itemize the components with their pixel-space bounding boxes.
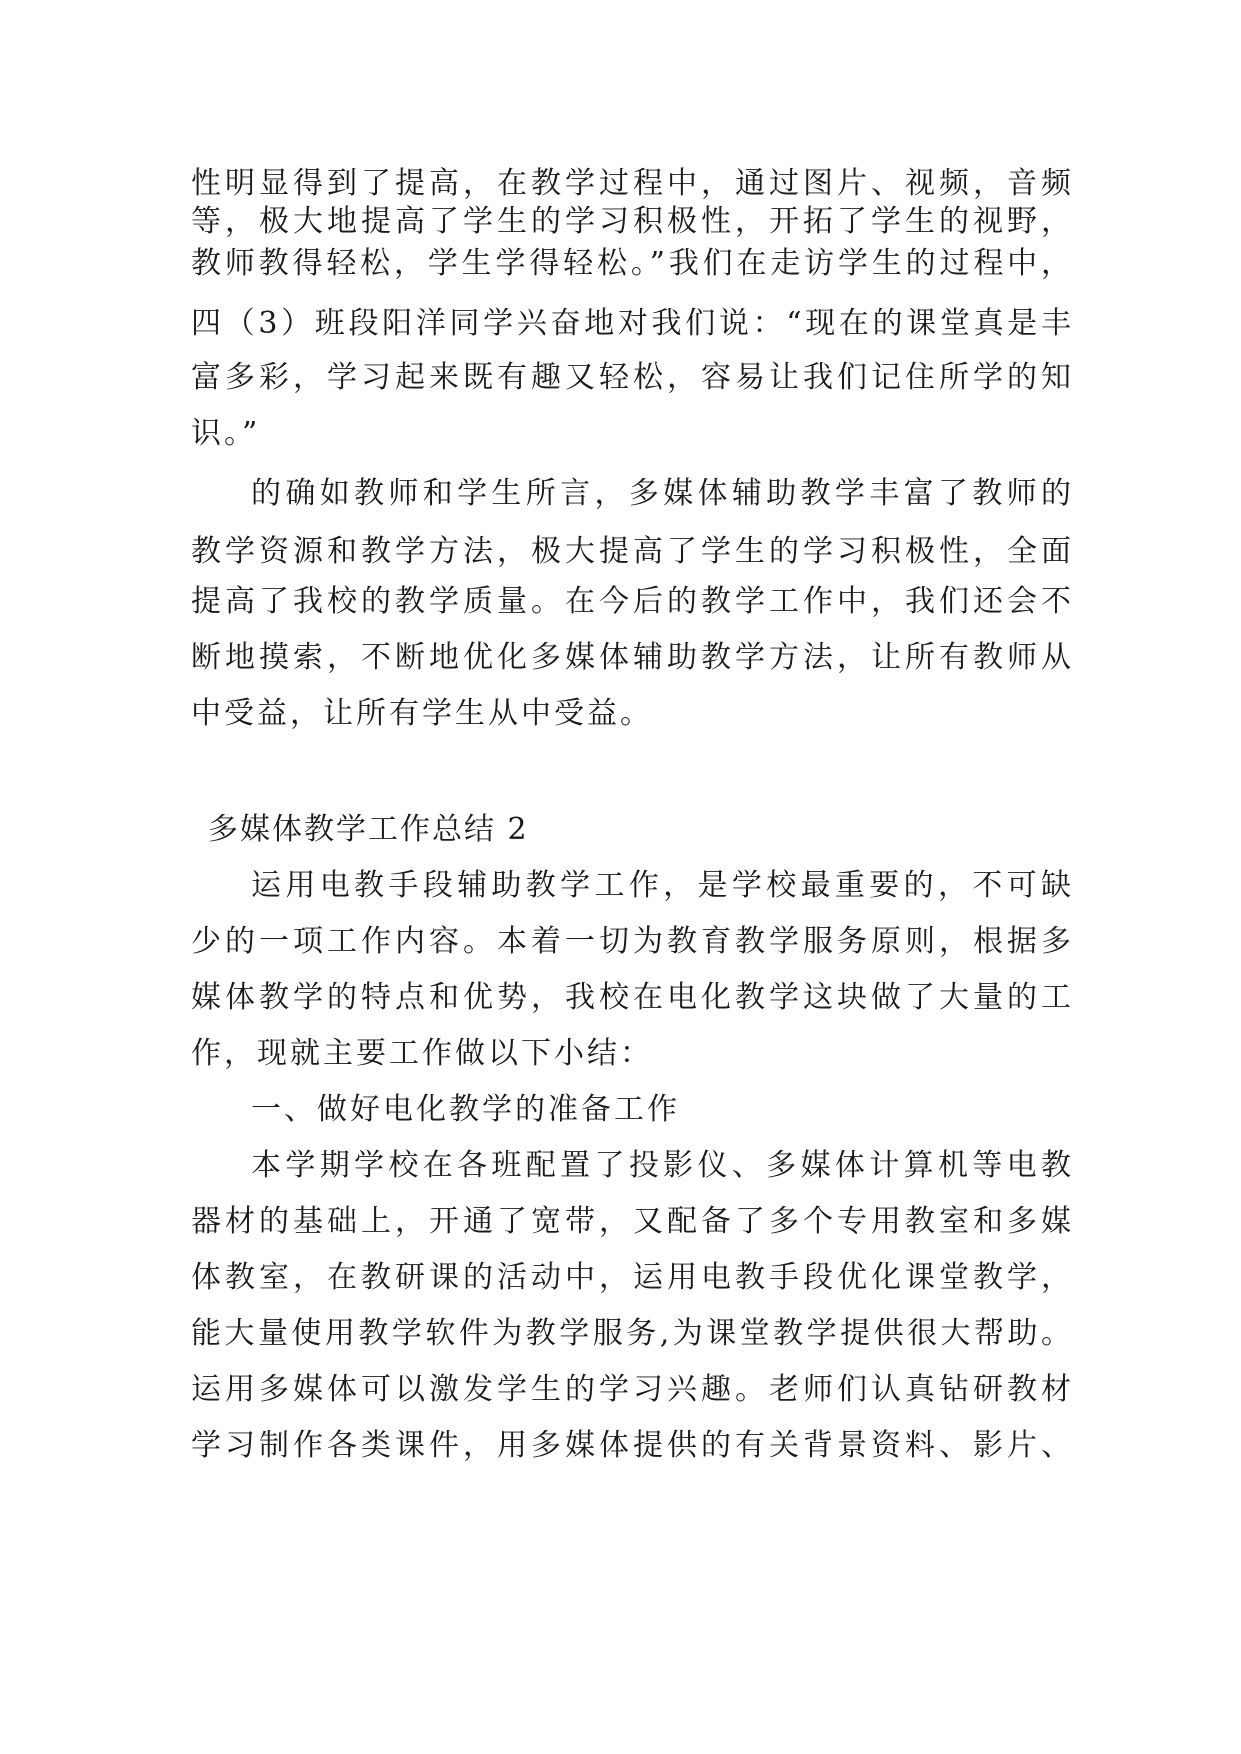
body-text-line: 中受益，让所有学生从中受益。	[191, 696, 653, 731]
body-text-line: 断地摸索，不断地优化多媒体辅助教学方法，让所有教师从	[191, 640, 1071, 675]
section-heading: 多媒体教学工作总结 2	[208, 812, 529, 847]
body-text-line: 富多彩，学习起来既有趣又轻松，容易让我们记住所学的知	[191, 360, 1071, 395]
body-text-line: 性明显得到了提高，在教学过程中，通过图片、视频，音频	[191, 166, 1071, 201]
body-text-line: 运用多媒体可以激发学生的学习兴趣。老师们认真钻研教材	[191, 1372, 1071, 1407]
body-text-line: 的确如教师和学生所言，多媒体辅助教学丰富了教师的	[251, 476, 1071, 511]
body-text-line: 作，现就主要工作做以下小结：	[191, 1036, 653, 1071]
subheading: 一、做好电化教学的准备工作	[251, 1092, 680, 1127]
body-text-line: 学习制作各类课件，用多媒体提供的有关背景资料、影片、	[191, 1428, 1071, 1463]
body-text-line: 识。”	[191, 416, 261, 451]
body-text-line: 体教室，在教研课的活动中，运用电教手段优化课堂教学，	[191, 1260, 1071, 1295]
body-text-line: 媒体教学的特点和优势，我校在电化教学这块做了大量的工	[191, 980, 1071, 1015]
body-text-line: 四（3）班段阳洋同学兴奋地对我们说：“现在的课堂真是丰	[191, 306, 1071, 341]
body-text-line: 少的一项工作内容。本着一切为教育教学服务原则，根据多	[191, 924, 1071, 959]
body-text-line: 教学资源和教学方法，极大提高了学生的学习积极性，全面	[191, 534, 1071, 569]
body-text-line: 器材的基础上，开通了宽带，又配备了多个专用教室和多媒	[191, 1204, 1071, 1239]
body-text-line: 教师教得轻松，学生学得轻松。”我们在走访学生的过程中，	[191, 246, 1071, 281]
body-text-line: 本学期学校在各班配置了投影仪、多媒体计算机等电教	[251, 1148, 1071, 1183]
body-text-line: 提高了我校的教学质量。在今后的教学工作中，我们还会不	[191, 584, 1071, 619]
body-text-line: 等，极大地提高了学生的学习积极性，开拓了学生的视野，	[191, 204, 1071, 239]
body-text-line: 能大量使用教学软件为教学服务,为课堂教学提供很大帮助。	[191, 1316, 1071, 1351]
body-text-line: 运用电教手段辅助教学工作，是学校最重要的，不可缺	[251, 868, 1071, 903]
